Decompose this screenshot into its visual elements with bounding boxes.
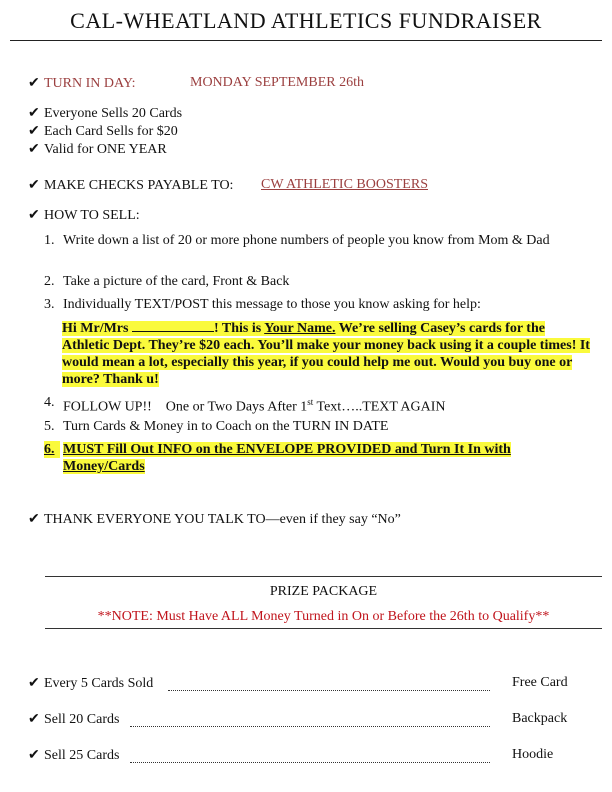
turn-in-date: MONDAY SEPTEMBER 26th bbox=[190, 75, 364, 90]
title-divider bbox=[10, 40, 602, 41]
step-number: 5. bbox=[44, 419, 55, 434]
step-text: Turn Cards & Money in to Coach on the TURN IN DATE bbox=[63, 419, 389, 434]
prize-label: ✔ Sell 20 Cards bbox=[28, 712, 120, 727]
how-to-sell-label: HOW TO SELL: bbox=[44, 208, 140, 223]
step-number: 2. bbox=[44, 274, 55, 289]
step-item bbox=[44, 394, 592, 416]
step-text: MUST Fill Out INFO on the ENVELOPE PROVIDED and Turn It In with Money/Cards bbox=[63, 442, 511, 474]
step-item bbox=[44, 296, 592, 313]
name-blank bbox=[132, 319, 214, 332]
step-number: 1. bbox=[44, 233, 55, 248]
prize-top-divider bbox=[45, 576, 602, 577]
checks-payable-line bbox=[28, 177, 428, 194]
prize-reward: Free Card bbox=[512, 675, 568, 690]
step-item bbox=[44, 232, 592, 249]
dot-leader bbox=[130, 711, 490, 727]
message-text: Hi Mr/Mrs ! This is Your Name. We’re selling Casey’s cards for the Athletic Dept. They’re $20 each. You’ll make your money back using it a couple times! It would mean a lot, especially this year, if you could help me out. Would you buy one or more? Thank u! bbox=[62, 321, 590, 387]
prize-label: ✔ Sell 25 Cards bbox=[28, 748, 120, 763]
checkmark-icon: ✔ bbox=[28, 676, 40, 691]
step-number: 4. bbox=[44, 395, 55, 410]
checkmark-icon: ✔ bbox=[28, 124, 40, 139]
step-number: 6. bbox=[44, 441, 60, 458]
step-number: 3. bbox=[44, 297, 55, 312]
step-item bbox=[44, 418, 592, 435]
step-text: FOLLOW UP!! One or Two Days After 1st Text…..TEXT AGAIN bbox=[63, 397, 446, 415]
turn-in-line bbox=[28, 75, 364, 92]
step-text: Individually TEXT/POST this message to those you know asking for help: bbox=[63, 297, 481, 312]
step-item bbox=[44, 273, 592, 290]
checkmark-icon: ✔ bbox=[28, 208, 40, 223]
prize-reward: Backpack bbox=[512, 711, 568, 726]
checkmark-icon: ✔ bbox=[28, 748, 40, 763]
rule-item bbox=[28, 141, 167, 158]
dot-leader bbox=[168, 675, 490, 691]
turn-in-label: TURN IN DAY: bbox=[44, 76, 136, 91]
prize-package-heading: PRIZE PACKAGE bbox=[269, 584, 378, 599]
prize-bottom-divider bbox=[45, 628, 602, 629]
checkmark-icon: ✔ bbox=[28, 512, 40, 527]
prize-row bbox=[28, 747, 588, 765]
rule-text: Each Card Sells for $20 bbox=[44, 124, 178, 139]
prize-note: **NOTE: Must Have ALL Money Turned in On or Before the 26th to Qualify** bbox=[97, 609, 550, 624]
checkmark-icon: ✔ bbox=[28, 712, 40, 727]
checkmark-icon: ✔ bbox=[28, 106, 40, 121]
rule-text: Everyone Sells 20 Cards bbox=[44, 106, 183, 121]
rule-item bbox=[28, 123, 178, 140]
step-item bbox=[44, 441, 514, 475]
checkmark-icon: ✔ bbox=[28, 142, 40, 157]
prize-row bbox=[28, 711, 588, 729]
thank-you-line bbox=[28, 511, 401, 528]
checks-payable-label: MAKE CHECKS PAYABLE TO: bbox=[44, 178, 234, 193]
prize-reward: Hoodie bbox=[512, 747, 554, 762]
sample-text-message bbox=[62, 319, 592, 388]
step-text: Write down a list of 20 or more phone numbers of people you know from Mom & Dad bbox=[63, 233, 550, 248]
checks-payable-value: CW ATHLETIC BOOSTERS bbox=[261, 177, 428, 192]
checkmark-icon: ✔ bbox=[28, 178, 40, 193]
step-text: Take a picture of the card, Front & Back bbox=[63, 274, 290, 289]
thank-you-text: THANK EVERYONE YOU TALK TO—even if they say “No” bbox=[44, 512, 401, 527]
rule-text: Valid for ONE YEAR bbox=[44, 142, 167, 157]
dot-leader bbox=[130, 747, 490, 763]
checkmark-icon: ✔ bbox=[28, 76, 40, 91]
how-to-sell-heading bbox=[28, 207, 140, 224]
prize-row bbox=[28, 675, 588, 693]
prize-label: ✔ Every 5 Cards Sold bbox=[28, 676, 154, 691]
your-name-placeholder: Your Name. bbox=[264, 321, 336, 336]
document-title: CAL-WHEATLAND ATHLETICS FUNDRAISER bbox=[70, 8, 542, 33]
rule-item bbox=[28, 105, 182, 122]
